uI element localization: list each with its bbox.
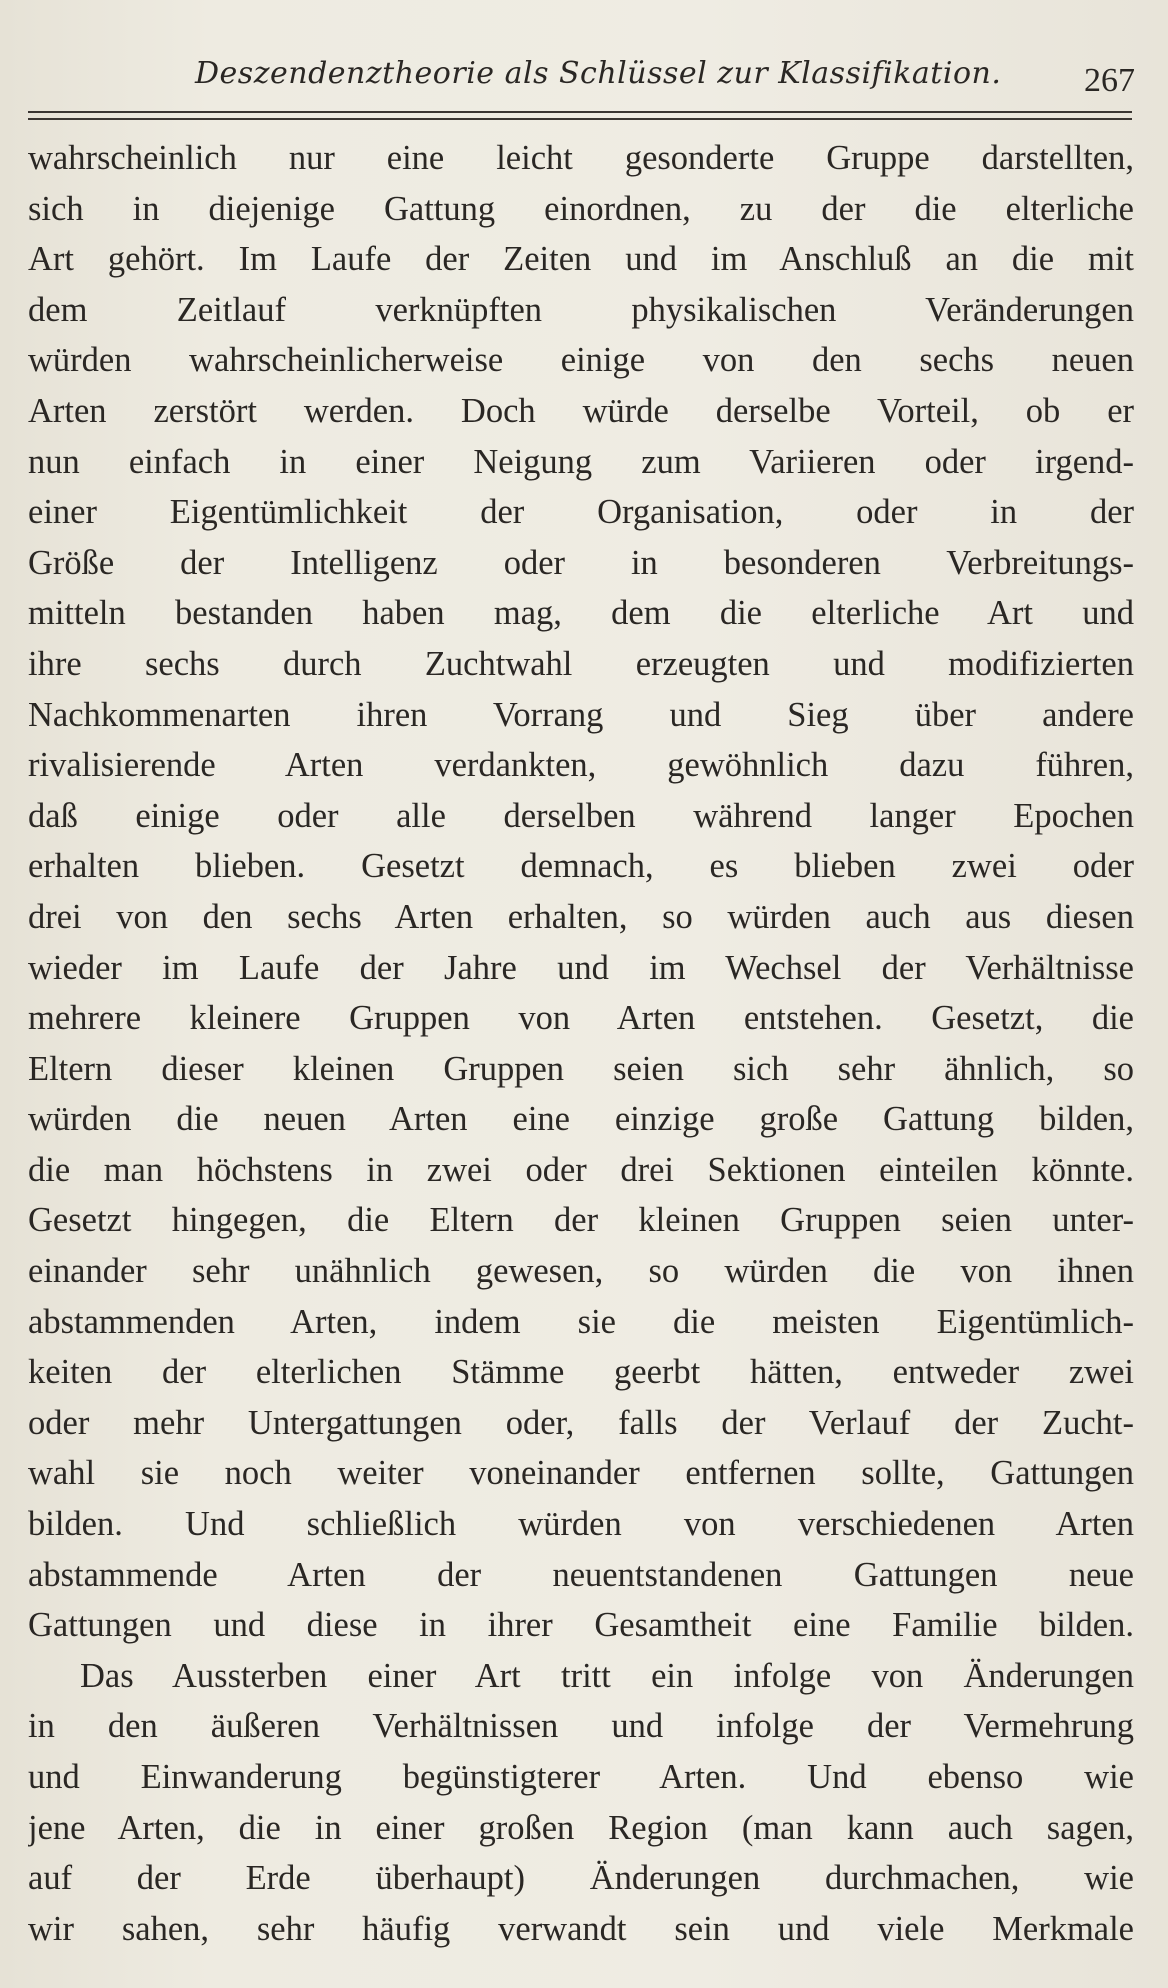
text-line: wahl sie noch weiter voneinander entfernen sollte, Gattungen <box>28 1454 1134 1493</box>
text-line: auf der Erde überhaupt) Änderungen durchmachen, wie <box>28 1859 1134 1898</box>
text-line: dem Zeitlauf verknüpften physikalischen Veränderungen <box>28 290 1134 329</box>
text-line-paragraph-start: Das Aussterben einer Art tritt ein infolge von Änderungen <box>80 1656 1134 1695</box>
text-line: mehrere kleinere Gruppen von Arten entstehen. Gesetzt, die <box>28 999 1134 1038</box>
text-line: erhalten blieben. Gesetzt demnach, es blieben zwei oder <box>28 847 1134 886</box>
text-line: wahrscheinlich nur eine leicht gesonderte Gruppe darstellten, <box>28 139 1134 177</box>
text-line: Gattungen und diese in ihrer Gesamtheit eine Familie bilden. <box>28 1606 1134 1645</box>
text-line: und Einwanderung begünstigterer Arten. Und ebenso wie <box>28 1758 1134 1796</box>
header-rule-bottom <box>28 118 1132 120</box>
body-text <box>28 133 1134 1954</box>
text-line: einer Eigentümlichkeit der Organisation, oder in der <box>28 493 1134 532</box>
text-line: abstammende Arten der neuentstandenen Gattungen neue <box>28 1555 1134 1594</box>
text-line: Art gehört. Im Laufe der Zeiten und im Anschluß an die mit <box>28 240 1134 279</box>
text-line: würden die neuen Arten eine einzige große Gattung bilden, <box>28 1100 1134 1139</box>
text-line: wir sahen, sehr häufig verwandt sein und viele Merkmale <box>28 1909 1134 1948</box>
text-line: abstammenden Arten, indem sie die meisten Eigentümlich- <box>28 1302 1134 1341</box>
text-line: daß einige oder alle derselben während langer Epochen <box>28 796 1134 835</box>
text-line: bilden. Und schließlich würden von verschiedenen Arten <box>28 1505 1134 1544</box>
text-line: einander sehr unähnlich gewesen, so würden die von ihnen <box>28 1252 1134 1291</box>
text-line: Gesetzt hingegen, die Eltern der kleinen Gruppen seien unter- <box>28 1201 1134 1240</box>
text-line: oder mehr Untergattungen oder, falls der Verlauf der Zucht- <box>28 1403 1134 1442</box>
text-line: sich in diejenige Gattung einordnen, zu der die elterliche <box>28 189 1134 228</box>
running-title: Deszendenztheorie als Schlüssel zur Klassifikation. <box>195 56 1002 91</box>
text-line: Größe der Intelligenz oder in besonderen Verbreitungs- <box>28 543 1134 582</box>
header-rule-top <box>28 111 1132 113</box>
page-header <box>195 50 1135 100</box>
text-line: wieder im Laufe der Jahre und im Wechsel der Verhältnisse <box>28 948 1134 987</box>
text-line: rivalisierende Arten verdankten, gewöhnlich dazu führen, <box>28 746 1134 785</box>
text-line: nun einfach in einer Neigung zum Variieren oder irgend- <box>28 442 1134 481</box>
text-line: würden wahrscheinlicherweise einige von den sechs neuen <box>28 341 1134 380</box>
text-line: drei von den sechs Arten erhalten, so würden auch aus diesen <box>28 897 1134 936</box>
text-line: Nachkommenarten ihren Vorrang und Sieg über andere <box>28 695 1134 734</box>
text-line: Eltern dieser kleinen Gruppen seien sich sehr ähnlich, so <box>28 1049 1134 1088</box>
text-line: die man höchstens in zwei oder drei Sektionen einteilen könnte. <box>28 1150 1134 1189</box>
text-line: in den äußeren Verhältnissen und infolge der Vermehrung <box>28 1707 1134 1746</box>
text-line: ihre sechs durch Zuchtwahl erzeugten und modifizierten <box>28 644 1134 683</box>
text-line: mitteln bestanden haben mag, dem die elterliche Art und <box>28 594 1134 633</box>
page-number: 267 <box>1084 62 1135 99</box>
text-line: Arten zerstört werden. Doch würde derselbe Vorteil, ob er <box>28 391 1134 430</box>
text-line: jene Arten, die in einer großen Region (man kann auch sagen, <box>28 1808 1134 1847</box>
text-line: keiten der elterlichen Stämme geerbt hätten, entweder zwei <box>28 1353 1134 1392</box>
